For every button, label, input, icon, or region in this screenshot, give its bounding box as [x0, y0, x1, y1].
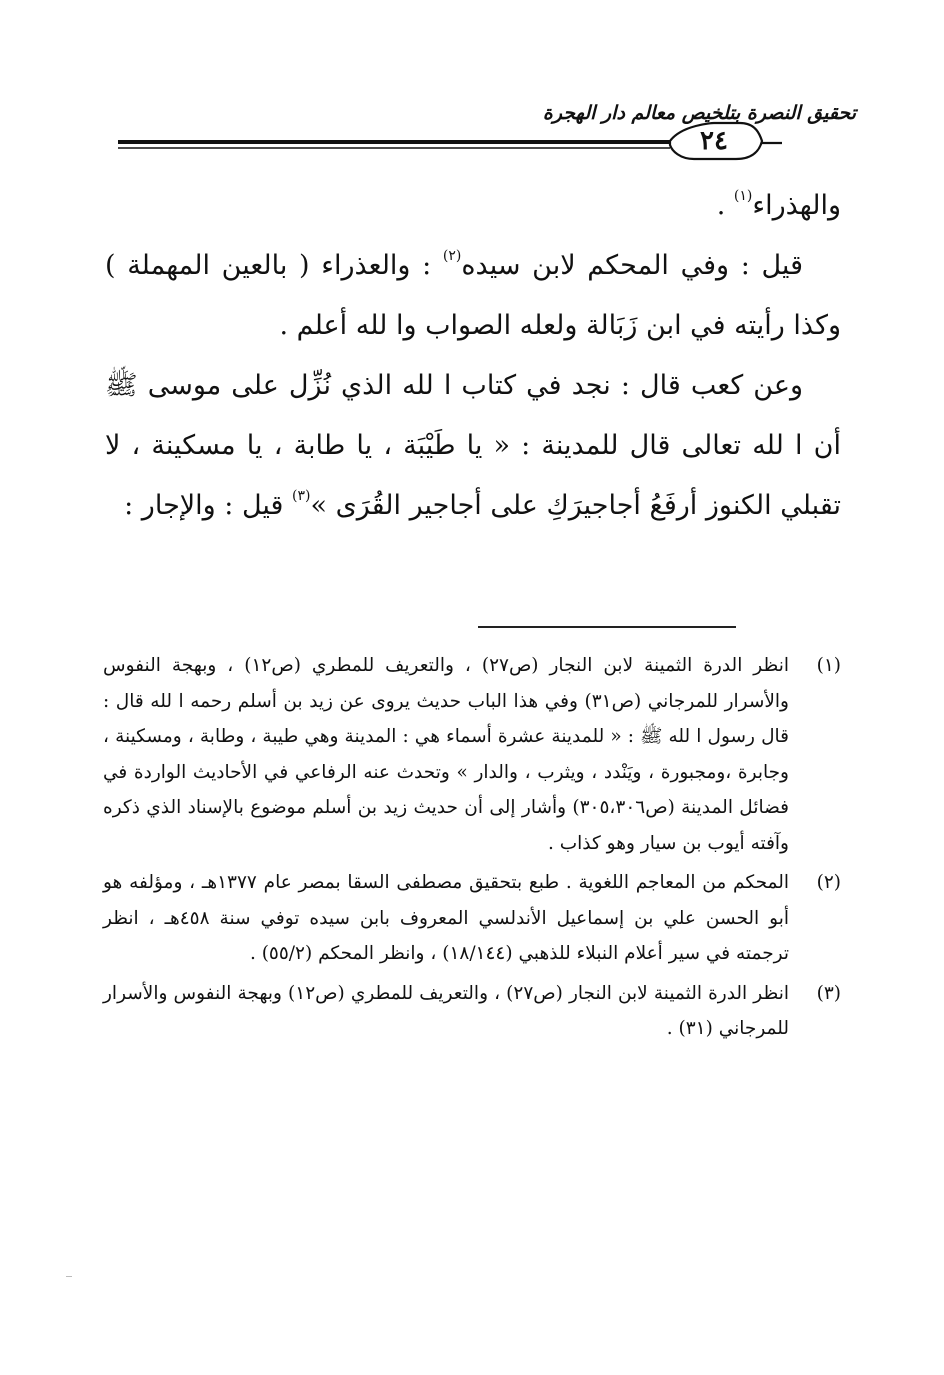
- paragraph-3-text-b: قيل : والإجار :: [124, 490, 293, 521]
- footnote-number: (١): [816, 655, 841, 676]
- footnote-ref-2: (٢): [442, 248, 462, 264]
- paragraph-2-text-a: قيل : وفي المحكم لابن سيده: [461, 250, 803, 281]
- footnote-2: [103, 865, 841, 972]
- paragraph-1-text: والهذراء: [752, 190, 841, 221]
- footnote-1: [103, 648, 841, 861]
- paragraph-2-text-b: : والعذراء ( بالعين المهملة ) وكذا رأيته في ابن زَبَالة ولعله الصواب وا لله أعلم .: [105, 250, 841, 341]
- page-number: ٢٤: [700, 126, 728, 156]
- footnote-text: انظر الدرة الثمينة لابن النجار (ص٢٧) ، والتعريف للمطري (ص١٢) ، وبهجة النفوس والأسرار للمرجاني (ص٣١) وفي هذا الباب حديث يروى عن زيد بن أسلم رحمه ا لله قال : قال رسول ا لله ﷺ : « للمدينة عشرة أسماء هي : المدينة وهي طيبة ، وطابة ، ومسكينة ، وجابرة ،ومجبورة ، ويَنْدد ، ويثرب ، والدار » وتحدث عنه الرفاعي في الأحاديث الواردة في فضائل المدينة (ص٣٠٥،٣٠٦) وأشار إلى أن حديث زيد بن أسلم موضوع بالإسناد الذي ذكره وآفته أيوب بن سيار وهو كذاب .: [103, 655, 789, 854]
- footnote-3: [103, 976, 841, 1047]
- paragraph-1-end: .: [716, 190, 734, 221]
- footnotes: [103, 648, 841, 1051]
- running-title: تحقيق النصرة بتلخيص معالم دار الهجرة: [542, 102, 856, 124]
- footnote-ref-3: (٣): [292, 488, 311, 504]
- footnote-text: المحكم من المعاجم اللغوية . طبع بتحقيق مصطفى السقا بمصر عام ١٣٧٧هـ ، ومؤلفه هو أبو الحسن علي بن إسماعيل الأندلسي المعروف بابن سيده توفي سنة ٤٥٨هـ ، انظر ترجمته في سير أعلام النبلاء للذهبي (١٨/١٤٤) ، وانظر المحكم (٥٥/٢) .: [103, 872, 789, 964]
- footnote-number: (٢): [816, 872, 841, 893]
- footnote-ref-1: (١): [733, 188, 753, 204]
- paragraph-3: [105, 356, 841, 536]
- scan-mark: [66, 1276, 72, 1277]
- paragraph-1: [105, 176, 841, 236]
- main-text: [105, 176, 841, 536]
- paragraph-3-text-a: وعن كعب قال : نجد في كتاب ا لله الذي نُزِّل على موسى ﷺ أن ا لله تعالى قال للمدينة : « يا طَيْبَة ، يا طابة ، يا مسكينة ، لا تقبلي الكنوز أرفَعُ أجاجيرَكِ على أجاجير القُرَى »: [105, 370, 841, 521]
- footnote-text: انظر الدرة الثمينة لابن النجار (ص٢٧) ، والتعريف للمطري (ص١٢) وبهجة النفوس والأسرار للمرجاني (٣١) .: [103, 982, 789, 1039]
- paragraph-2: [105, 236, 841, 356]
- footnote-separator: [478, 626, 736, 628]
- page-header: [96, 92, 856, 162]
- footnote-number: (٣): [816, 982, 841, 1004]
